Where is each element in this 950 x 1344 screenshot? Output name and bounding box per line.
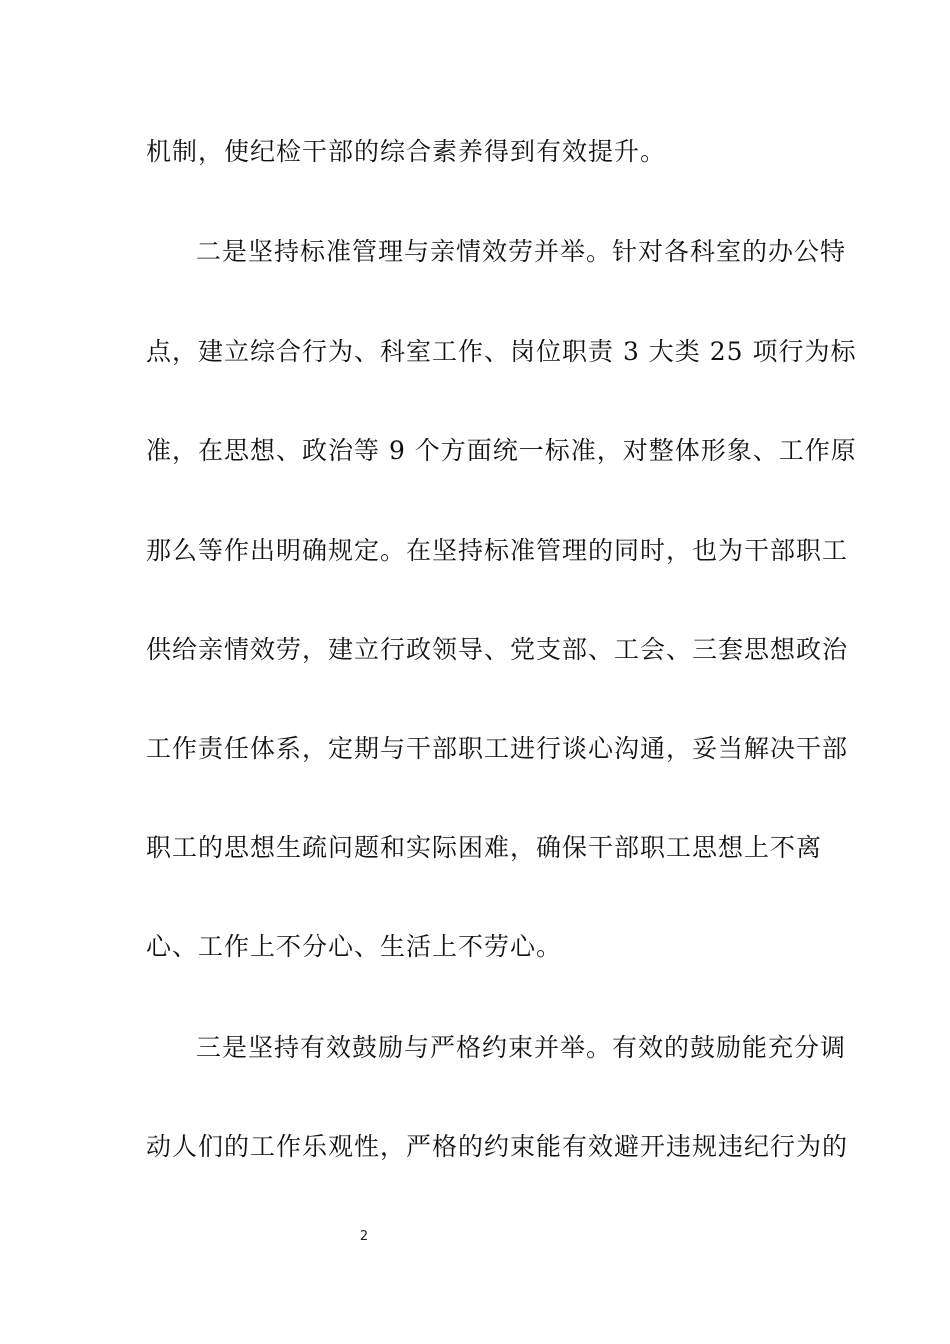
paragraph-line: 准，在思想、政治等 9 个方面统一标准，对整体形象、工作原 — [146, 436, 857, 465]
paragraph-line: 工作责任体系，定期与干部职工进行谈心沟通，妥当解决干部 — [146, 734, 849, 763]
paragraph-line: 点，建立综合行为、科室工作、岗位职责 3 大类 25 项行为标 — [146, 337, 857, 366]
paragraph-line: 三是坚持有效鼓励与严格约束并举。有效的鼓励能充分调 — [196, 1033, 847, 1062]
paragraph-line: 供给亲情效劳，建立行政领导、党支部、工会、三套思想政治 — [146, 635, 849, 664]
paragraph-line: 心、工作上不分心、生活上不劳心。 — [146, 932, 563, 961]
paragraph-line: 动人们的工作乐观性，严格的约束能有效避开违规违纪行为的 — [146, 1132, 849, 1161]
paragraph-line: 二是坚持标准管理与亲情效劳并举。针对各科室的办公特 — [196, 237, 847, 266]
paragraph-line: 那么等作出明确规定。在坚持标准管理的同时，也为干部职工 — [146, 536, 849, 565]
page-number: 2 — [359, 1229, 369, 1244]
paragraph-line: 机制，使纪检干部的综合素养得到有效提升。 — [146, 137, 667, 166]
paragraph-line: 职工的思想生疏问题和实际困难，确保干部职工思想上不离 — [146, 833, 823, 862]
